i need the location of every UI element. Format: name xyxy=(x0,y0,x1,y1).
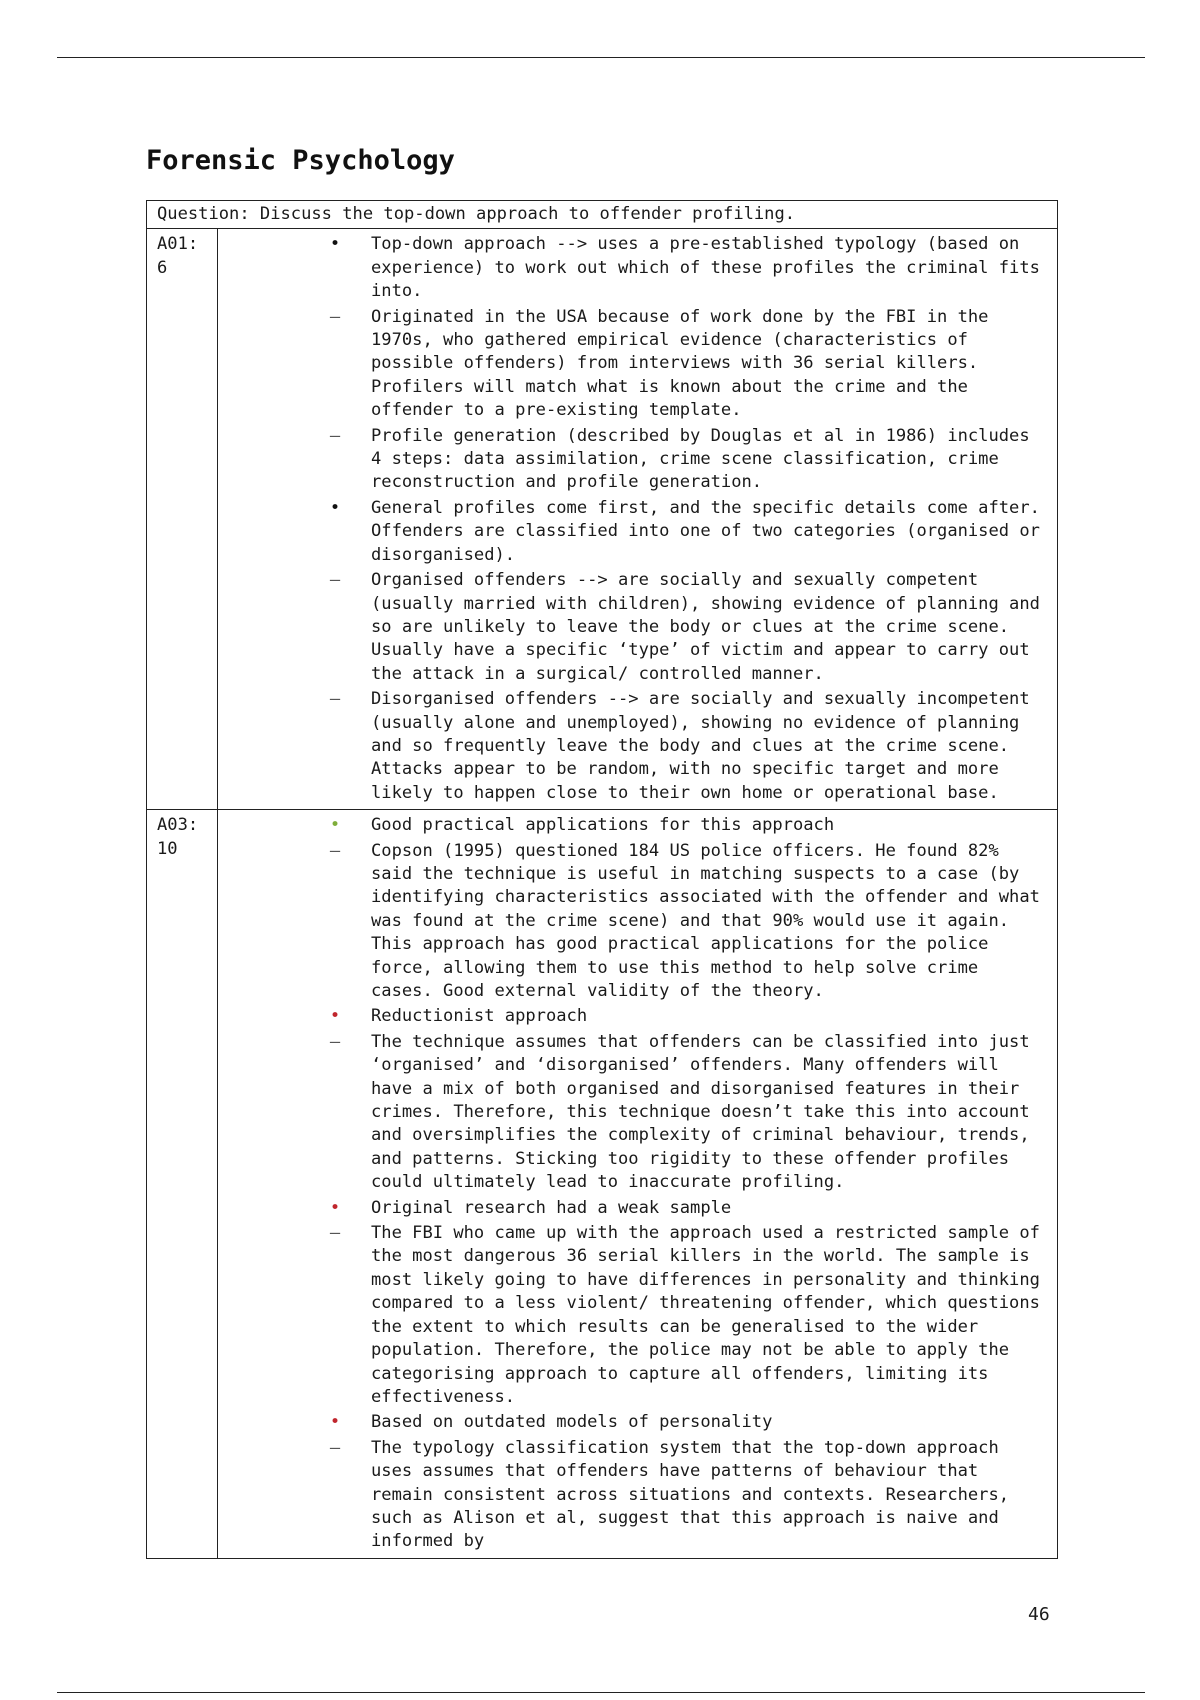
dash-marker: – xyxy=(329,1031,341,1052)
section-row-ao3 xyxy=(147,810,1058,1559)
main-point xyxy=(218,814,1047,837)
bullet-marker: • xyxy=(329,1197,341,1218)
footer-rule xyxy=(57,1692,1145,1693)
dash-marker: – xyxy=(329,689,341,710)
bullet-marker: • xyxy=(329,1412,341,1433)
bullet-marker: • xyxy=(329,234,341,255)
dash-marker: – xyxy=(329,570,341,591)
dash-marker: – xyxy=(329,840,341,861)
point-text: Organised offenders --> are socially and sexually competent (usually married with children), showing evidence of planning and so are unlikely to leave the body or clues at the crime scene. Usually have a specific ‘type’ of victim and appear to carry out the attack in a surgical/ controlled manner. xyxy=(371,570,1040,684)
point-text: The FBI who came up with the approach used a restricted sample of the most dangerous 36 serial killers in the world. The sample is most likely going to have differences in personality and thinking compared to a less violent/ threatening offender, which questions the extent to which results can be generalised to the wider population. Therefore, the police may not be able to apply the categorising approach to capture all offenders, limiting its effectiveness. xyxy=(371,1223,1040,1407)
sub-point xyxy=(218,688,1047,805)
sub-point xyxy=(218,306,1047,423)
section-body xyxy=(218,229,1058,810)
bullet-marker: • xyxy=(329,815,341,836)
point-text: Original research had a weak sample xyxy=(371,1197,732,1218)
section-row-ao1 xyxy=(147,229,1058,810)
point-text: Top-down approach --> uses a pre-established typology (based on experience) to work out which of these profiles the criminal fits into. xyxy=(371,234,1040,302)
header-rule xyxy=(57,57,1145,58)
main-point xyxy=(218,1005,1047,1028)
section-code: A03: 10 xyxy=(147,810,218,1559)
bullet-marker: • xyxy=(329,1006,341,1027)
page-title: Forensic Psychology xyxy=(146,145,455,176)
main-point xyxy=(218,1411,1047,1434)
section-code: A01: 6 xyxy=(147,229,218,810)
sub-point xyxy=(218,1031,1047,1195)
point-list xyxy=(218,814,1047,1554)
point-text: Good practical applications for this approach xyxy=(371,815,835,836)
question-text: Question: Discuss the top-down approach to offender profiling. xyxy=(147,201,1058,229)
sub-point xyxy=(218,425,1047,495)
point-text: Copson (1995) questioned 184 US police officers. He found 82% said the technique is useful in matching suspects to a case (by identifying characteristics associated with the offender and what was found at the crime scene) and that 90% would use it again. This approach has good practical applications for the police force, allowing them to use this method to help solve crime cases. Good external validity of the theory. xyxy=(371,840,1040,1001)
bullet-marker: • xyxy=(329,497,341,518)
point-list xyxy=(218,233,1047,805)
main-point xyxy=(218,233,1047,303)
sub-point xyxy=(218,1222,1047,1409)
dash-marker: – xyxy=(329,1437,341,1458)
section-body xyxy=(218,810,1058,1559)
point-text: The technique assumes that offenders can be classified into just ‘organised’ and ‘disorganised’ offenders. Many offenders will have a mix of both organised and disorganised features in their crimes. Therefore, this technique doesn’t take this into account and oversimplifies the complexity of criminal behaviour, trends, and patterns. Sticking too rigidity to these offender profiles could ultimately lead to inaccurate profiling. xyxy=(371,1031,1030,1193)
point-text: The typology classification system that the top-down approach uses assumes that offenders have patterns of behaviour that remain consistent across situations and contexts. Researchers, such as Alison et al, suggest that this approach is naive and informed by xyxy=(371,1437,1010,1552)
point-text: Profile generation (described by Douglas et al in 1986) includes 4 steps: data assimilation, crime scene classification, crime reconstruction and profile generation. xyxy=(371,425,1030,493)
dash-marker: – xyxy=(329,425,341,446)
main-point xyxy=(218,497,1047,567)
point-text: Disorganised offenders --> are socially and sexually incompetent (usually alone and unemployed), showing no evidence of planning and so frequently leave the body and clues at the crime scene. Attacks appear to be random, with no specific target and more likely to happen close to their own home or operational base. xyxy=(371,689,1030,803)
point-text: Reductionist approach xyxy=(371,1006,588,1027)
page-number: 46 xyxy=(1028,1604,1050,1625)
point-text: Originated in the USA because of work done by the FBI in the 1970s, who gathered empirical evidence (characteristics of possible offenders) from interviews with 36 serial killers. Profilers will match what is known about the crime and the offender to a pre-existing template. xyxy=(371,306,989,421)
question-table xyxy=(146,200,1058,1559)
sub-point xyxy=(218,1437,1047,1554)
dash-marker: – xyxy=(329,306,341,327)
main-point xyxy=(218,1197,1047,1220)
question-row xyxy=(147,201,1058,229)
dash-marker: – xyxy=(329,1223,341,1244)
point-text: General profiles come first, and the specific details come after. Offenders are classified into one of two categories (organised or disorganised). xyxy=(371,497,1040,565)
point-text: Based on outdated models of personality xyxy=(371,1412,773,1433)
sub-point xyxy=(218,569,1047,686)
sub-point xyxy=(218,840,1047,1004)
